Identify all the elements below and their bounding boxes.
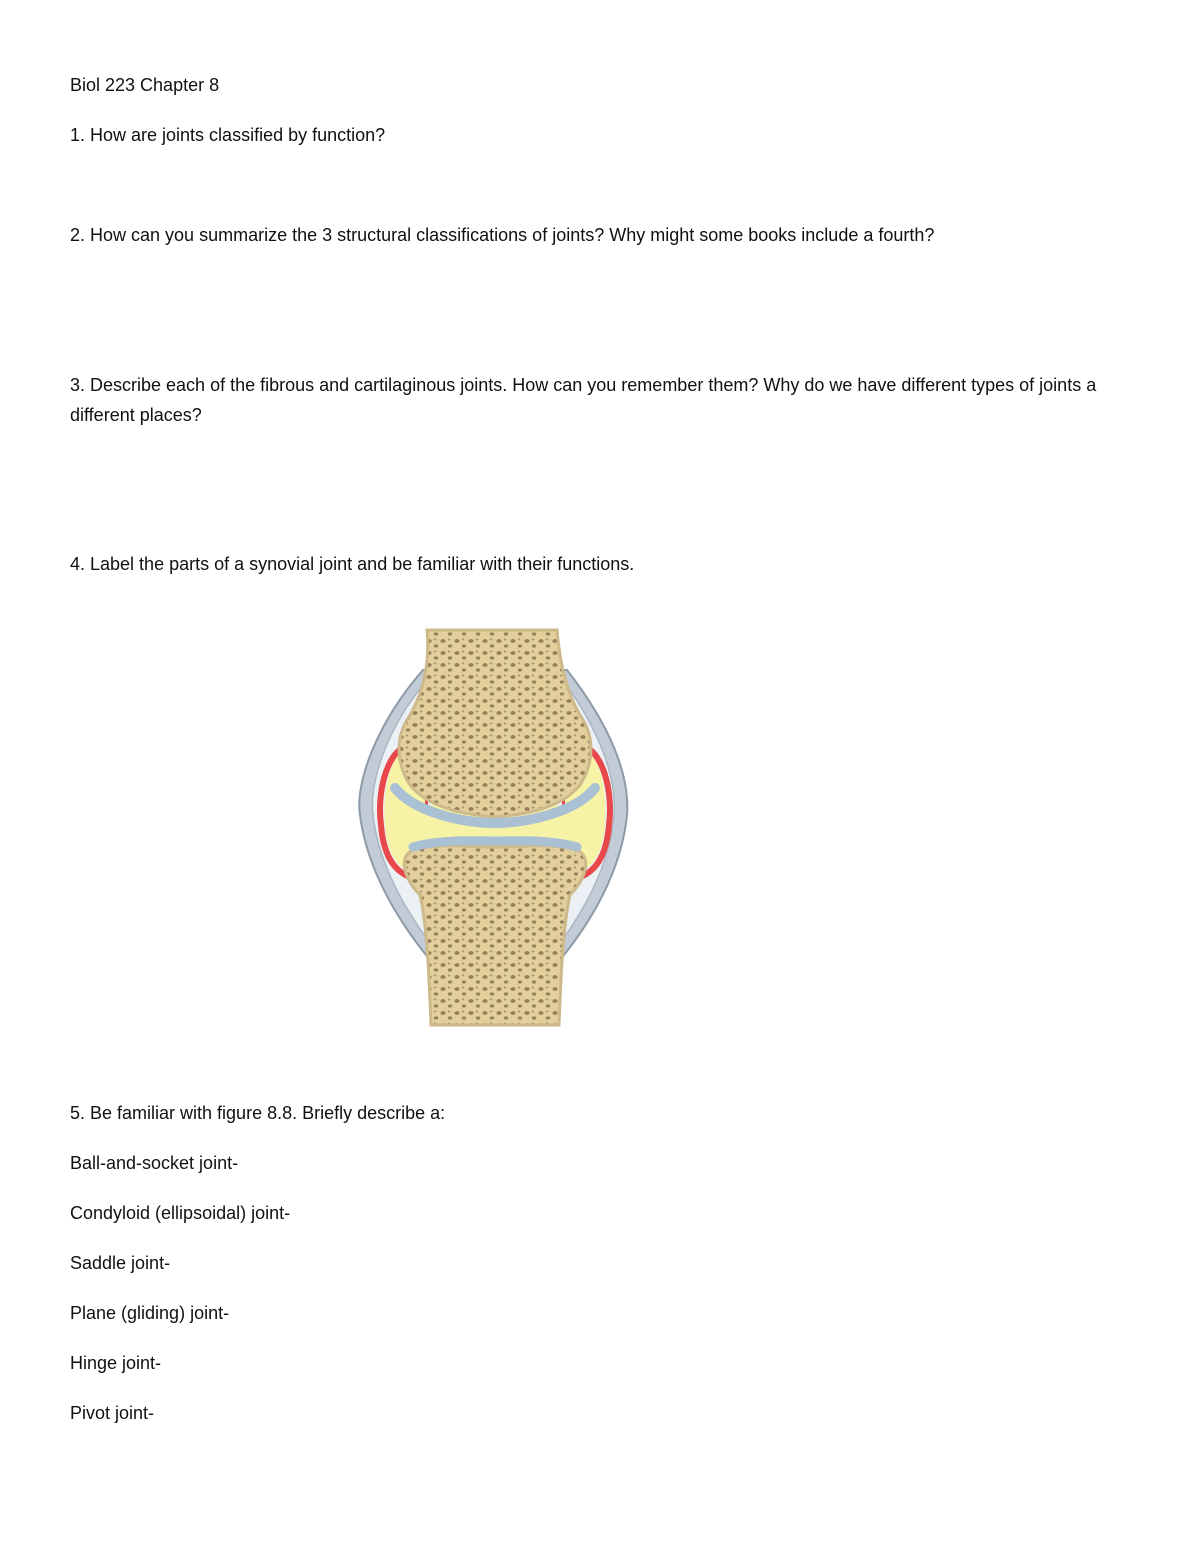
joint-type-pivot: Pivot joint- (70, 1403, 155, 1423)
synovial-joint-figure (355, 625, 635, 1030)
lower-bone (404, 846, 586, 1025)
joint-type-plane: Plane (gliding) joint- (70, 1303, 230, 1323)
question-1: 1. How are joints classified by function? (70, 125, 386, 145)
question-4: 4. Label the parts of a synovial joint and be familiar with their functions. (70, 554, 635, 574)
joint-type-saddle: Saddle joint- (70, 1253, 171, 1273)
joint-type-condyloid: Condyloid (ellipsoidal) joint- (70, 1203, 291, 1223)
joint-type-ball-and-socket: Ball-and-socket joint- (70, 1153, 239, 1173)
question-3: 3. Describe each of the fibrous and cartilaginous joints. How can you remember them? Why do we have different types of joints a different places? (70, 375, 1097, 425)
page-title: Biol 223 Chapter 8 (70, 75, 220, 95)
upper-bone (399, 630, 591, 817)
question-5: 5. Be familiar with figure 8.8. Briefly describe a: (70, 1103, 446, 1123)
joint-type-hinge: Hinge joint- (70, 1353, 162, 1373)
question-2: 2. How can you summarize the 3 structural classifications of joints? Why might some books include a fourth? (70, 225, 935, 245)
